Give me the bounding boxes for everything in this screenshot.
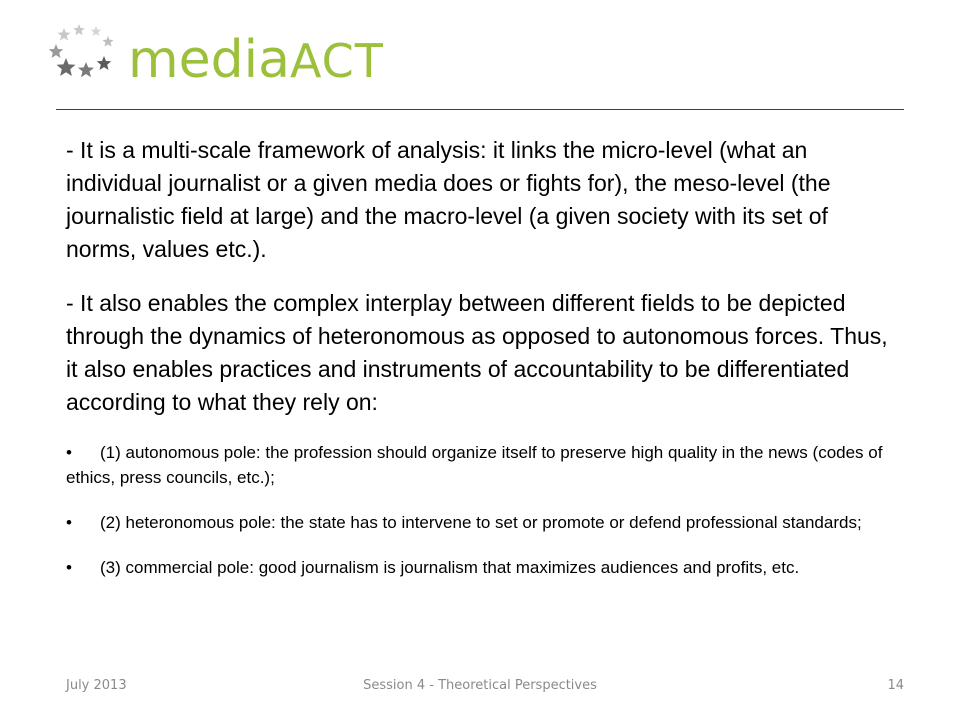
paragraph-multi-scale: - It is a multi-scale framework of analysis: it links the micro-level (what an individual journalist or a given media does or fights for), the meso-level (the journalistic field at large) and the macro-level (a given society with its set of norms, values etc.).: [66, 137, 831, 262]
stars-icon: [46, 22, 122, 82]
bullet-heteronomous-pole: [66, 510, 896, 535]
bullet-text: (3) commercial pole: good journalism is journalism that maximizes audiences and profits, etc.: [100, 558, 800, 577]
slide-body: [66, 134, 896, 600]
bullet-text: (2) heteronomous pole: the state has to intervene to set or promote or defend professional standards;: [100, 513, 862, 532]
footer-page-number: 14: [887, 678, 904, 693]
footer-session-title: Session 4 - Theoretical Perspectives: [363, 678, 597, 693]
bullet-commercial-pole: [66, 555, 896, 580]
logo-text-media: media: [128, 30, 290, 90]
logo-text-act: ACT: [289, 34, 384, 88]
logo-wordmark: [128, 30, 384, 91]
mediaact-logo: [46, 22, 406, 94]
bullet-text: (1) autonomous pole: the profession should organize itself to preserve high quality in the news (codes of ethics, press councils, etc.);: [66, 443, 883, 487]
bullet-marker: •: [66, 513, 72, 532]
footer-date: July 2013: [66, 678, 127, 693]
bullet-marker: •: [66, 443, 72, 462]
header-divider: [56, 109, 904, 110]
bullet-marker: •: [66, 558, 72, 577]
bullet-autonomous-pole: [66, 440, 896, 490]
paragraph-interplay: - It also enables the complex interplay between different fields to be depicted through the dynamics of heteronomous as opposed to autonomous forces. Thus, it also enables practices and instruments of accountability to be differentiated according to what they rely on:: [66, 290, 888, 415]
